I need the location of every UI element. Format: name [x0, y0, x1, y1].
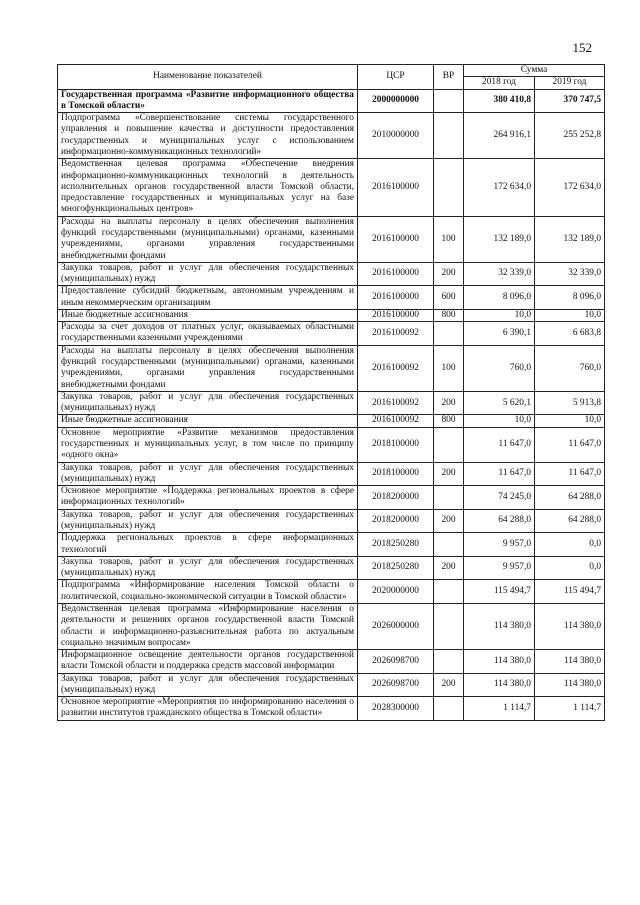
row-vr-cell: [434, 113, 464, 159]
row-csr-cell: 2018200000: [358, 509, 434, 533]
row-vr-cell: 600: [434, 286, 464, 310]
row-name-cell: Информационное освещение деятельности органов государственной власти Томской области и поддержка средств массовой информации: [58, 650, 358, 674]
row-2018-cell: 9 957,0: [464, 533, 535, 557]
row-2018-cell: 8 096,0: [464, 286, 535, 310]
row-2019-cell: 0,0: [535, 556, 605, 580]
table-row: [58, 345, 605, 391]
row-vr-cell: 200: [434, 556, 464, 580]
row-2019-cell: 11 647,0: [535, 427, 605, 462]
row-2018-cell: 132 189,0: [464, 216, 535, 262]
table-row: [58, 697, 605, 721]
row-2018-cell: 11 647,0: [464, 427, 535, 462]
table-row: [58, 462, 605, 486]
table-row: [58, 486, 605, 510]
row-2019-cell: 114 380,0: [535, 673, 605, 697]
row-vr-cell: [434, 427, 464, 462]
row-2019-cell: 10,0: [535, 309, 605, 321]
row-2018-cell: 114 380,0: [464, 650, 535, 674]
row-2018-cell: 32 339,0: [464, 262, 535, 286]
row-vr-cell: 100: [434, 345, 464, 391]
row-name-cell: Закупка товаров, работ и услуг для обеспечения государственных (муниципальных) нужд: [58, 509, 358, 533]
table-row: [58, 286, 605, 310]
header-name: Наименование показателей: [58, 65, 358, 90]
row-name-cell: Основное мероприятие «Развитие механизмов предоставления государственных и муниципальных услуг, в том числе по принципу «одного окна»: [58, 427, 358, 462]
table-row: [58, 113, 605, 159]
row-name-cell: Подпрограмма «Совершенствование системы государственного управления и повышение качества и доступности предоставления государственных и муниципальных услуг с использованием информационно-коммуникационных технологий»: [58, 113, 358, 159]
row-2018-cell: 10,0: [464, 309, 535, 321]
row-vr-cell: [434, 650, 464, 674]
row-2018-cell: 11 647,0: [464, 462, 535, 486]
row-vr-cell: [434, 159, 464, 216]
row-vr-cell: [434, 603, 464, 649]
row-2019-cell: 172 634,0: [535, 159, 605, 216]
row-name-cell: Государственная программа «Развитие информационного общества в Томской области»: [58, 89, 358, 113]
row-vr-cell: [434, 533, 464, 557]
row-name-cell: Закупка товаров, работ и услуг для обеспечения государственных (муниципальных) нужд: [58, 391, 358, 415]
row-2019-cell: 0,0: [535, 533, 605, 557]
row-name-cell: Иные бюджетные ассигнования: [58, 415, 358, 427]
table-row: [58, 322, 605, 346]
row-vr-cell: 200: [434, 262, 464, 286]
row-2018-cell: 64 288,0: [464, 509, 535, 533]
row-name-cell: Иные бюджетные ассигнования: [58, 309, 358, 321]
row-name-cell: Расходы за счет доходов от платных услуг, оказываемых областными государственными казенными учреждениями: [58, 322, 358, 346]
row-2018-cell: 6 390,1: [464, 322, 535, 346]
row-2018-cell: 114 380,0: [464, 673, 535, 697]
row-name-cell: Подпрограмма «Информирование населения Томской области о политической, социально-экономической ситуации в Томской области»: [58, 580, 358, 604]
row-2018-cell: 1 114,7: [464, 697, 535, 721]
row-csr-cell: 2016100092: [358, 322, 434, 346]
row-vr-cell: 200: [434, 391, 464, 415]
table-row: [58, 556, 605, 580]
row-vr-cell: [434, 580, 464, 604]
table-header: [58, 65, 605, 90]
row-vr-cell: [434, 89, 464, 113]
row-2019-cell: 64 288,0: [535, 509, 605, 533]
table-row: [58, 391, 605, 415]
row-2019-cell: 370 747,5: [535, 89, 605, 113]
row-2018-cell: 10,0: [464, 415, 535, 427]
row-2019-cell: 32 339,0: [535, 262, 605, 286]
row-2018-cell: 172 634,0: [464, 159, 535, 216]
row-name-cell: Основное мероприятие «Поддержка региональных проектов в сфере информационных технологий»: [58, 486, 358, 510]
row-2019-cell: 115 494,7: [535, 580, 605, 604]
row-2019-cell: 132 189,0: [535, 216, 605, 262]
row-csr-cell: 2016100092: [358, 391, 434, 415]
table-row: [58, 216, 605, 262]
row-vr-cell: [434, 697, 464, 721]
row-2019-cell: 1 114,7: [535, 697, 605, 721]
row-name-cell: Закупка товаров, работ и услуг для обеспечения государственных (муниципальных) нужд: [58, 673, 358, 697]
row-2019-cell: 64 288,0: [535, 486, 605, 510]
page-number: 152: [572, 40, 592, 55]
row-csr-cell: 2016100000: [358, 159, 434, 216]
header-year-2018: 2018 год: [464, 77, 535, 89]
row-csr-cell: 2016100000: [358, 286, 434, 310]
row-vr-cell: 200: [434, 462, 464, 486]
row-name-cell: Закупка товаров, работ и услуг для обеспечения государственных (муниципальных) нужд: [58, 262, 358, 286]
row-csr-cell: 2010000000: [358, 113, 434, 159]
row-2019-cell: 11 647,0: [535, 462, 605, 486]
row-csr-cell: 2018200000: [358, 486, 434, 510]
row-2019-cell: 8 096,0: [535, 286, 605, 310]
row-csr-cell: 2028300000: [358, 697, 434, 721]
row-2019-cell: 6 683,8: [535, 322, 605, 346]
table-row: [58, 509, 605, 533]
row-name-cell: Ведомственная целевая программа «Обеспечение внедрения информационно-коммуникационных технологий в деятельность исполнительных органов государственной власти Томской области, предоставление государственных и муниципальных услуг на базе многофункциональных центров»: [58, 159, 358, 216]
row-vr-cell: [434, 322, 464, 346]
row-csr-cell: 2018100000: [358, 427, 434, 462]
budget-table: [57, 64, 605, 721]
row-2018-cell: 380 410,8: [464, 89, 535, 113]
row-2018-cell: 760,0: [464, 345, 535, 391]
row-name-cell: Предоставление субсидий бюджетным, автономным учреждениям и иным некоммерческим организациям: [58, 286, 358, 310]
row-csr-cell: 2016100092: [358, 345, 434, 391]
table-row: [58, 650, 605, 674]
row-csr-cell: 2016100092: [358, 415, 434, 427]
header-vr: ВР: [434, 65, 464, 90]
row-csr-cell: 2018250280: [358, 533, 434, 557]
row-name-cell: Закупка товаров, работ и услуг для обеспечения государственных (муниципальных) нужд: [58, 462, 358, 486]
row-csr-cell: 2018250280: [358, 556, 434, 580]
row-name-cell: Расходы на выплаты персоналу в целях обеспечения выполнения функций государственными (муниципальными) органами, казенными учреждениями, органами управления государственными внебюджетными фондами: [58, 345, 358, 391]
row-csr-cell: 2016100000: [358, 309, 434, 321]
row-2018-cell: 74 245,0: [464, 486, 535, 510]
table-row: [58, 309, 605, 321]
row-2019-cell: 255 252,8: [535, 113, 605, 159]
table-row: [58, 262, 605, 286]
row-2018-cell: 264 916,1: [464, 113, 535, 159]
table-row: [58, 603, 605, 649]
table-row: [58, 427, 605, 462]
row-csr-cell: 2016100000: [358, 262, 434, 286]
row-name-cell: Закупка товаров, работ и услуг для обеспечения государственных (муниципальных) нужд: [58, 556, 358, 580]
row-vr-cell: 800: [434, 309, 464, 321]
row-2019-cell: 760,0: [535, 345, 605, 391]
table-body: [58, 89, 605, 720]
row-csr-cell: 2000000000: [358, 89, 434, 113]
row-2018-cell: 9 957,0: [464, 556, 535, 580]
row-2018-cell: 5 620,1: [464, 391, 535, 415]
row-vr-cell: 200: [434, 509, 464, 533]
row-2019-cell: 114 380,0: [535, 603, 605, 649]
row-name-cell: Расходы на выплаты персоналу в целях обеспечения выполнения функций государственными (муниципальными) органами, казенными учреждениями, органами управления государственными внебюджетными фондами: [58, 216, 358, 262]
table-row: [58, 89, 605, 113]
table-row: [58, 533, 605, 557]
row-name-cell: Ведомственная целевая программа «Информирование населения о деятельности и решениях органов государственной власти Томской области и информационно-разъяснительная работа по актуальным социально значимым вопросам»: [58, 603, 358, 649]
header-sum: Сумма: [464, 65, 605, 77]
table-row: [58, 415, 605, 427]
table-row: [58, 159, 605, 216]
table-row: [58, 673, 605, 697]
row-2018-cell: 114 380,0: [464, 603, 535, 649]
row-2019-cell: 5 913,8: [535, 391, 605, 415]
row-name-cell: Поддержка региональных проектов в сфере информационных технологий: [58, 533, 358, 557]
row-csr-cell: 2026000000: [358, 603, 434, 649]
row-csr-cell: 2020000000: [358, 580, 434, 604]
table-row: [58, 580, 605, 604]
row-csr-cell: 2026098700: [358, 650, 434, 674]
header-year-2019: 2019 год: [535, 77, 605, 89]
row-2018-cell: 115 494,7: [464, 580, 535, 604]
row-name-cell: Основное мероприятие «Мероприятия по информированию населения о развитии институтов гражданского общества в Томской области»: [58, 697, 358, 721]
row-vr-cell: 100: [434, 216, 464, 262]
row-2019-cell: 114 380,0: [535, 650, 605, 674]
row-vr-cell: [434, 486, 464, 510]
row-csr-cell: 2016100000: [358, 216, 434, 262]
row-csr-cell: 2026098700: [358, 673, 434, 697]
header-csr: ЦСР: [358, 65, 434, 90]
row-2019-cell: 10,0: [535, 415, 605, 427]
row-vr-cell: 200: [434, 673, 464, 697]
row-vr-cell: 800: [434, 415, 464, 427]
row-csr-cell: 2018100000: [358, 462, 434, 486]
